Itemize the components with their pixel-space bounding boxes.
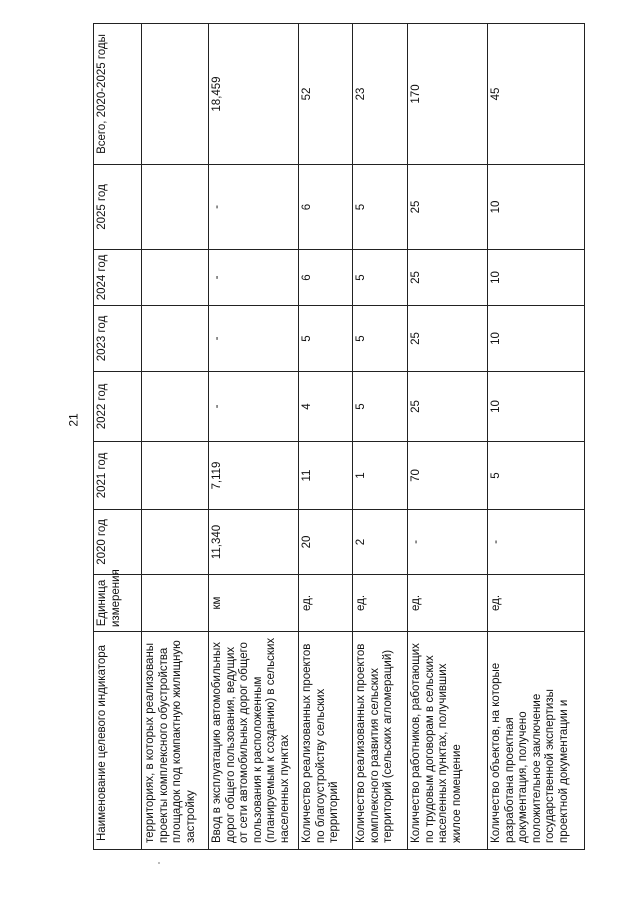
cell-total: 18,459 [209, 24, 299, 165]
cell-indicator-name: Количество реализованных проектов комплексного развития сельских территорий (сельских агломераций) [353, 632, 408, 850]
cell-2020 [142, 510, 209, 575]
cell-2025: 10 [488, 165, 585, 250]
cell-unit: ед. [353, 575, 408, 632]
table-row [299, 24, 353, 850]
cell-2021: 5 [488, 442, 585, 510]
cell-2022 [142, 372, 209, 442]
header-2022: 2022 год [94, 372, 142, 442]
cell-unit: ед. [299, 575, 353, 632]
cell-2025: 5 [353, 165, 408, 250]
cell-indicator-name: Количество реализованных проектов по благоустройству сельских территорий [299, 632, 353, 850]
cell-2020: 2 [353, 510, 408, 575]
header-total: Всего, 2020-2025 годы [94, 24, 142, 165]
cell-2024: 10 [488, 250, 585, 306]
cell-2024 [142, 250, 209, 306]
cell-unit: км [209, 575, 299, 632]
cell-2020: - [488, 510, 585, 575]
cell-indicator-name: Количество работников, работающих по трудовым договорам в сельских населенных пунктах, получивших жилое помещение [408, 632, 488, 850]
cell-2025: - [209, 165, 299, 250]
cell-2024: 25 [408, 250, 488, 306]
cell-2023: 10 [488, 306, 585, 372]
table-row [488, 24, 585, 850]
cell-unit: ед. [408, 575, 488, 632]
cell-2021: 70 [408, 442, 488, 510]
table-row [353, 24, 408, 850]
cell-2020: - [408, 510, 488, 575]
header-2025: 2025 год [94, 165, 142, 250]
table-row [408, 24, 488, 850]
cell-2023: 5 [353, 306, 408, 372]
header-2024: 2024 год [94, 250, 142, 306]
cell-2025 [142, 165, 209, 250]
table-header-row [94, 24, 142, 850]
page-number [64, 410, 84, 430]
table-row [142, 24, 209, 850]
cell-indicator-name: Ввод в эксплуатацию автомобильных дорог общего пользования, ведущих от сети автомобильных дорог общего пользования к расположенным (планируемым к созданию) в сельских населенных пунктах [209, 632, 299, 850]
header-2023: 2023 год [94, 306, 142, 372]
cell-2023: - [209, 306, 299, 372]
table-row [209, 24, 299, 850]
cell-total: 23 [353, 24, 408, 165]
indicator-table [93, 23, 585, 850]
indicator-table-rotated [93, 24, 584, 850]
cell-2020: 11,340 [209, 510, 299, 575]
cell-2021: 1 [353, 442, 408, 510]
cell-unit [142, 575, 209, 632]
cell-2022: - [209, 372, 299, 442]
cell-2022: 4 [299, 372, 353, 442]
cell-2023 [142, 306, 209, 372]
header-2020: 2020 год [94, 510, 142, 575]
cell-indicator-name: Количество объектов, на которые разработана проектная документация, получено положительное заключение государственной экспертизы проектной документации и [488, 632, 585, 850]
cell-2021 [142, 442, 209, 510]
cell-2021: 7,119 [209, 442, 299, 510]
cell-2024: - [209, 250, 299, 306]
cell-total: 170 [408, 24, 488, 165]
cell-total: 45 [488, 24, 585, 165]
cell-total [142, 24, 209, 165]
cell-indicator-name: территориях, в которых реализованы проекты комплексного обустройства площадок под компактную жилищную застройку [142, 632, 209, 850]
page-number-text: 21 [66, 413, 81, 427]
cell-2022: 5 [353, 372, 408, 442]
cell-2021: 11 [299, 442, 353, 510]
header-indicator-name: Наименование целевого индикатора [94, 632, 142, 850]
cell-2025: 25 [408, 165, 488, 250]
cell-unit: ед. [488, 575, 585, 632]
cell-2020: 20 [299, 510, 353, 575]
cell-2025: 6 [299, 165, 353, 250]
cell-2023: 25 [408, 306, 488, 372]
header-2021: 2021 год [94, 442, 142, 510]
cell-2022: 10 [488, 372, 585, 442]
cell-2023: 5 [299, 306, 353, 372]
cell-2022: 25 [408, 372, 488, 442]
scan-speck [158, 862, 160, 864]
cell-2024: 6 [299, 250, 353, 306]
header-unit: Единица измерения [94, 575, 142, 632]
cell-2024: 5 [353, 250, 408, 306]
cell-total: 52 [299, 24, 353, 165]
